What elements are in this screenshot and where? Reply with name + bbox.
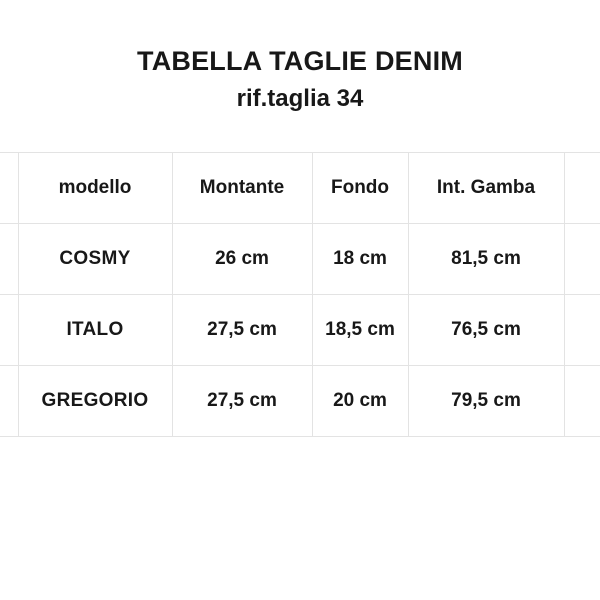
cell-modello: GREGORIO [18, 365, 172, 436]
cell-modello: COSMY [18, 223, 172, 294]
size-table [0, 152, 600, 437]
row-spacer-left [0, 223, 18, 294]
header-spacer-left [0, 152, 18, 223]
title-block [0, 0, 600, 113]
cell-fondo: 20 cm [312, 365, 408, 436]
table-row [0, 223, 600, 294]
row-spacer-right [564, 294, 600, 365]
page-title: TABELLA TAGLIE DENIM [137, 46, 463, 76]
row-spacer-right [564, 365, 600, 436]
cell-fondo: 18 cm [312, 223, 408, 294]
header-spacer-right [564, 152, 600, 223]
cell-int-gamba: 81,5 cm [408, 223, 564, 294]
cell-int-gamba: 76,5 cm [408, 294, 564, 365]
header-int-gamba: Int. Gamba [408, 152, 564, 223]
table-header-row [0, 152, 600, 223]
header-modello: modello [18, 152, 172, 223]
size-table-wrapper [0, 152, 600, 437]
cell-int-gamba: 79,5 cm [408, 365, 564, 436]
header-montante: Montante [172, 152, 312, 223]
row-spacer-right [564, 223, 600, 294]
row-spacer-left [0, 365, 18, 436]
table-row [0, 365, 600, 436]
row-spacer-left [0, 294, 18, 365]
cell-montante: 27,5 cm [172, 294, 312, 365]
header-fondo: Fondo [312, 152, 408, 223]
cell-modello: ITALO [18, 294, 172, 365]
page-subtitle: rif.taglia 34 [236, 85, 364, 113]
cell-montante: 26 cm [172, 223, 312, 294]
cell-fondo: 18,5 cm [312, 294, 408, 365]
cell-montante: 27,5 cm [172, 365, 312, 436]
table-row [0, 294, 600, 365]
